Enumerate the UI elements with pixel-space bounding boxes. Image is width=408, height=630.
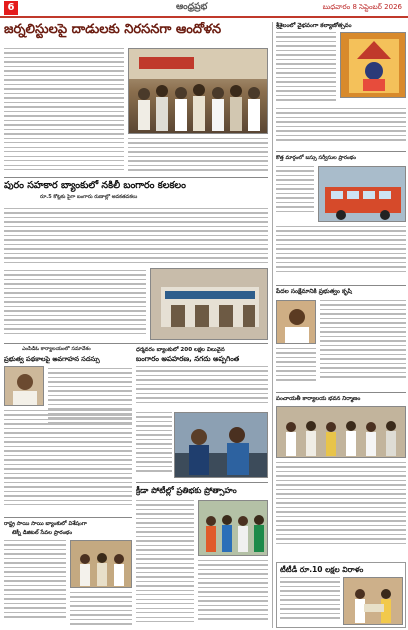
story2-photo [150,268,268,340]
right-headline-4: పంచాయతీ కార్యాలయ భవన నిర్మాణం [276,396,361,402]
right-headline-1: శ్రీశైలంలో వైభవంగా కల్యాణోత్సవం [276,23,352,29]
story2-body-text-2 [4,270,146,340]
bank-building-image [151,269,268,340]
right-body-text-1b [276,108,406,148]
story6-headline: రాష్ట్ర సాయి సాయి బ్యాంకులో విశేషంగా [4,521,87,527]
column-divider [272,22,273,628]
right-body-text-2 [276,166,314,222]
deity-image [341,33,406,98]
lead-headline: జర్నలిస్టులపై దాడులకు నిరసనగా ఆందోళన [4,22,222,37]
divider [4,177,268,178]
divider [4,343,268,344]
right-body-text-2b [276,226,406,282]
story6-body-text-2 [70,592,132,628]
story2-body-text [4,208,268,268]
temple-photo [340,32,406,98]
story6-photo [70,540,132,588]
page-number: 6 [4,1,18,15]
building-photo [276,406,406,458]
ttd-photo [343,577,403,625]
lead-photo [128,48,268,134]
story4-photo [174,412,268,478]
right-body-text-3b [276,348,316,388]
story2-kicker: రూ.5 కోట్లకు పైగా బంగారు రుణాల్లో అవకతవకలు [40,194,138,200]
bus-photo [318,166,406,222]
right-headline-3: పేదల సంక్షేమానికి ప్రభుత్వం కృషి [276,288,352,295]
divider [276,151,406,152]
lead-body-text [4,48,124,174]
story4-body-text [136,366,268,410]
donation-handover-image [344,578,403,625]
ttd-body-text [280,577,340,627]
dateline: బుధవారం 8 సెప్టెంబర్ 2026 [322,3,402,11]
page-header [0,0,408,18]
person-portrait-image [5,367,44,406]
ceremony-group-image [277,407,406,458]
story3-body-text-2 [4,410,132,514]
story5-body-text [136,500,194,630]
story3-photo [4,366,44,406]
right-body-text-4 [276,462,406,558]
leader-photo [276,300,316,344]
story4-headline-2: బంగారం అపహరణ, నగదు అప్పగింత [136,355,240,363]
right-headline-2: కొత్త మార్గంలో బస్సు సర్వీసుల ప్రారంభం [276,155,357,161]
story2-headline: పురం సహకార బ్యాంకులో నకిలీ బంగారం కలకలం [4,180,186,191]
divider [136,482,268,483]
right-body-text-3 [320,300,406,388]
story5-photo [198,500,268,556]
sports-group-image [199,501,268,556]
story3-kicker: ఎంపీడీఓ కార్యాలయంలో సమావేశం [22,346,91,352]
meeting-photo-image [71,541,132,588]
story3-headline: ప్రభుత్వ పథకాలపై అవగాహన సదస్సు [4,355,100,363]
ttd-donation-box [276,562,406,628]
story6-headline-2: టెక్నీ డిజిటల్ సేవల ప్రారంభం [12,530,73,536]
story5-headline: క్రీడా పోటీల్లో ప్రతిభకు ప్రోత్సాహం [136,486,237,495]
story6-body-text [4,540,66,628]
divider [276,392,406,393]
officials-photo-image [175,413,268,478]
divider [4,517,132,518]
right-body-text-1 [276,32,336,108]
ttd-headline: టీటీడీ రూ.10 లక్షల విరాళం [280,565,364,574]
story4-body-text-2 [136,412,172,478]
masthead: ఆంధ్రప్రభ [176,2,208,12]
story5-body-text-2 [198,560,268,628]
leader-portrait-image [277,301,316,344]
story4-headline: ధర్మవరం బ్యాంకులో 200 లక్షల విలువైన [136,347,225,353]
protest-crowd-image [129,49,268,134]
bus-service-image [319,167,406,222]
divider [276,285,406,286]
lead-body-text-2 [128,138,268,174]
